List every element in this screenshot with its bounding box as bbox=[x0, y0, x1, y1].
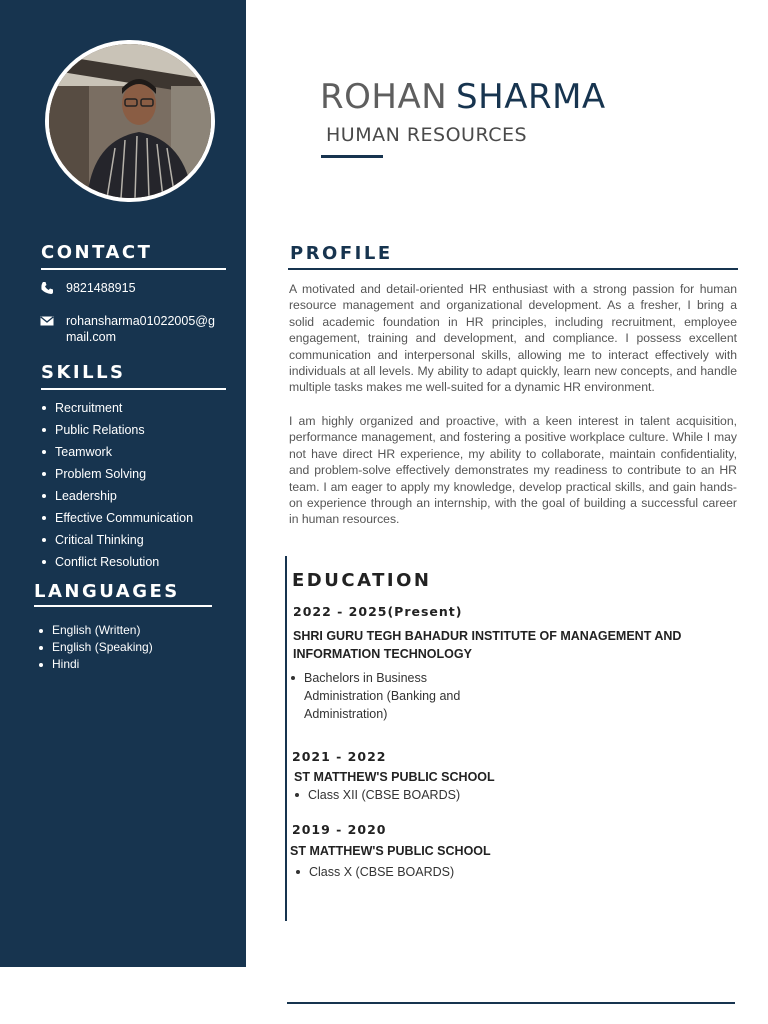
education-timeline-line bbox=[285, 556, 287, 921]
education-details bbox=[293, 786, 593, 804]
contact-heading: CONTACT bbox=[41, 242, 153, 263]
profile-paragraph: A motivated and detail-oriented HR enthusiast with a strong passion for human resource management and organizational development. As a fresher, I bring a solid academic foundation in HR principles, including recruitment, employee engagement, training and development, and compliance. I possess excellent communication and interpersonal skills, allowing me to interact effectively with individuals at all levels. My ability to adapt quickly, learn new concepts, and handle multiple tasks makes me well-suited for a dynamic HR environment. bbox=[289, 282, 737, 395]
education-detail-item: Bachelors in Business Administration (Banking and Administration) bbox=[289, 669, 484, 723]
profile-paragraph: I am highly organized and proactive, with a keen interest in talent acquisition, performance management, and fostering a positive workplace culture. While I may not have direct HR experience, my ability to collaborate, maintain confidentiality, and problem-solve effectively demonstrates my readiness to contribute to an HR team. I am eager to apply my knowledge, develop practical skills, and gain hands-on experience through an internship, with the goal of building a successful career in human resources. bbox=[289, 414, 737, 527]
contact-divider bbox=[41, 268, 226, 270]
skills-divider bbox=[41, 388, 226, 390]
footer-divider bbox=[287, 1002, 735, 1004]
education-school: ST MATTHEW'S PUBLIC SCHOOL bbox=[290, 844, 491, 858]
education-detail-item: Class XII (CBSE BOARDS) bbox=[293, 786, 593, 804]
education-heading: EDUCATION bbox=[292, 570, 432, 591]
contact-phone-row bbox=[40, 280, 218, 296]
education-school: SHRI GURU TEGH BAHADUR INSTITUTE OF MANAGEMENT AND INFORMATION TECHNOLOGY bbox=[293, 629, 682, 661]
contact-phone: 9821488915 bbox=[66, 281, 136, 295]
skills-list bbox=[41, 397, 193, 573]
education-school: ST MATTHEW'S PUBLIC SCHOOL bbox=[294, 770, 495, 784]
languages-heading: LANGUAGES bbox=[34, 581, 180, 602]
phone-icon bbox=[40, 281, 54, 295]
education-details bbox=[294, 863, 594, 881]
profile-photo bbox=[45, 40, 215, 202]
education-years: 2021 - 2022 bbox=[292, 749, 387, 764]
skill-item: Problem Solving bbox=[41, 463, 193, 485]
first-name: ROHAN bbox=[320, 77, 448, 117]
language-item: Hindi bbox=[38, 656, 153, 673]
profile-divider bbox=[288, 268, 738, 270]
skill-item: Public Relations bbox=[41, 419, 193, 441]
education-detail-item: Class X (CBSE BOARDS) bbox=[294, 863, 594, 881]
person-name bbox=[320, 76, 606, 118]
skill-item: Critical Thinking bbox=[41, 529, 193, 551]
language-item: English (Speaking) bbox=[38, 639, 153, 656]
sidebar bbox=[0, 0, 246, 967]
skill-item: Conflict Resolution bbox=[41, 551, 193, 573]
languages-list bbox=[38, 622, 153, 673]
title-underline bbox=[321, 155, 383, 158]
profile-heading: PROFILE bbox=[290, 243, 393, 264]
skill-item: Effective Communication bbox=[41, 507, 193, 529]
contact-email: rohansharma01022005@gmail.com bbox=[66, 314, 215, 344]
mail-icon bbox=[40, 314, 54, 328]
language-item: English (Written) bbox=[38, 622, 153, 639]
contact-email-row bbox=[40, 313, 218, 345]
skill-item: Teamwork bbox=[41, 441, 193, 463]
skill-item: Recruitment bbox=[41, 397, 193, 419]
education-details bbox=[289, 669, 484, 723]
skills-heading: SKILLS bbox=[41, 362, 126, 383]
languages-divider bbox=[34, 605, 212, 607]
skill-item: Leadership bbox=[41, 485, 193, 507]
last-name: SHARMA bbox=[456, 77, 606, 117]
job-title: HUMAN RESOURCES bbox=[326, 124, 528, 146]
education-years: 2022 - 2025(Present) bbox=[293, 604, 463, 619]
education-years: 2019 - 2020 bbox=[292, 822, 387, 837]
